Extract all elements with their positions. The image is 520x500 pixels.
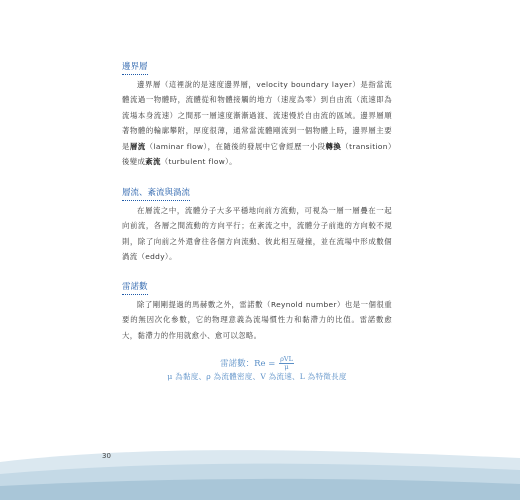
formula-note: μ 為黏度、ρ 為流體密度、V 為流速、L 為特徵長度 bbox=[167, 372, 347, 381]
footer-wave-graphic bbox=[0, 440, 520, 500]
formula-numerator: ρVL bbox=[280, 355, 293, 363]
text-run: 邊界層（這裡說的是速度邊界層，velocity boundary layer）是指當流體流過一物體時，流體從和物體接觸的地方（速度為零）到自由流（流速即為流場本身流速）之間那一層速度漸漸過渡、流速慢於自由流的區域。邊界層順著物體的輪廓攀附，厚度很薄，通常當流體剛流到一個物體上時，邊界層主要是 bbox=[122, 80, 392, 151]
formula-denominator: μ bbox=[284, 363, 289, 371]
section-heading: 邊界層 bbox=[122, 61, 148, 75]
text-run: （transition）後變成 bbox=[122, 141, 392, 167]
formula-fraction bbox=[279, 356, 294, 371]
section-heading: 層流、紊流與渦流 bbox=[122, 187, 190, 201]
section-heading: 雷諾數 bbox=[122, 281, 148, 295]
bold-term: 層流 bbox=[129, 141, 146, 151]
reynolds-formula bbox=[122, 356, 392, 371]
formula-block bbox=[122, 0, 392, 400]
formula-prefix: 雷諾數：Re = bbox=[220, 359, 276, 369]
text-run: 在層流之中，流體分子大多平穩地向前方流動，可視為一層一層疊在一起向前流，各層之間流動的方向平行；在紊流之中，流體分子前進的方向較不規則，除了向前之外還會往各個方向流動、彼此相互碰撞，並在流場中形成數個渦流（eddy）。 bbox=[122, 206, 392, 262]
text-run: 除了剛剛提過的馬赫數之外，雷諾數（Reynold number）也是一個很重要的無因次化參數，它的物理意義為流場慣性力和黏滯力的比值。雷諾數愈大，黏滯力的作用就愈小、愈可以忽略。 bbox=[122, 300, 392, 340]
footer-decoration bbox=[0, 440, 520, 500]
bold-term: 轉換 bbox=[325, 141, 342, 151]
text-run: （turbulent flow）。 bbox=[160, 157, 237, 167]
text-run: （laminar flow），在隨後的發展中它會經歷一小段 bbox=[145, 141, 326, 151]
page-number: 30 bbox=[102, 452, 111, 460]
bold-term: 紊流 bbox=[145, 157, 161, 167]
